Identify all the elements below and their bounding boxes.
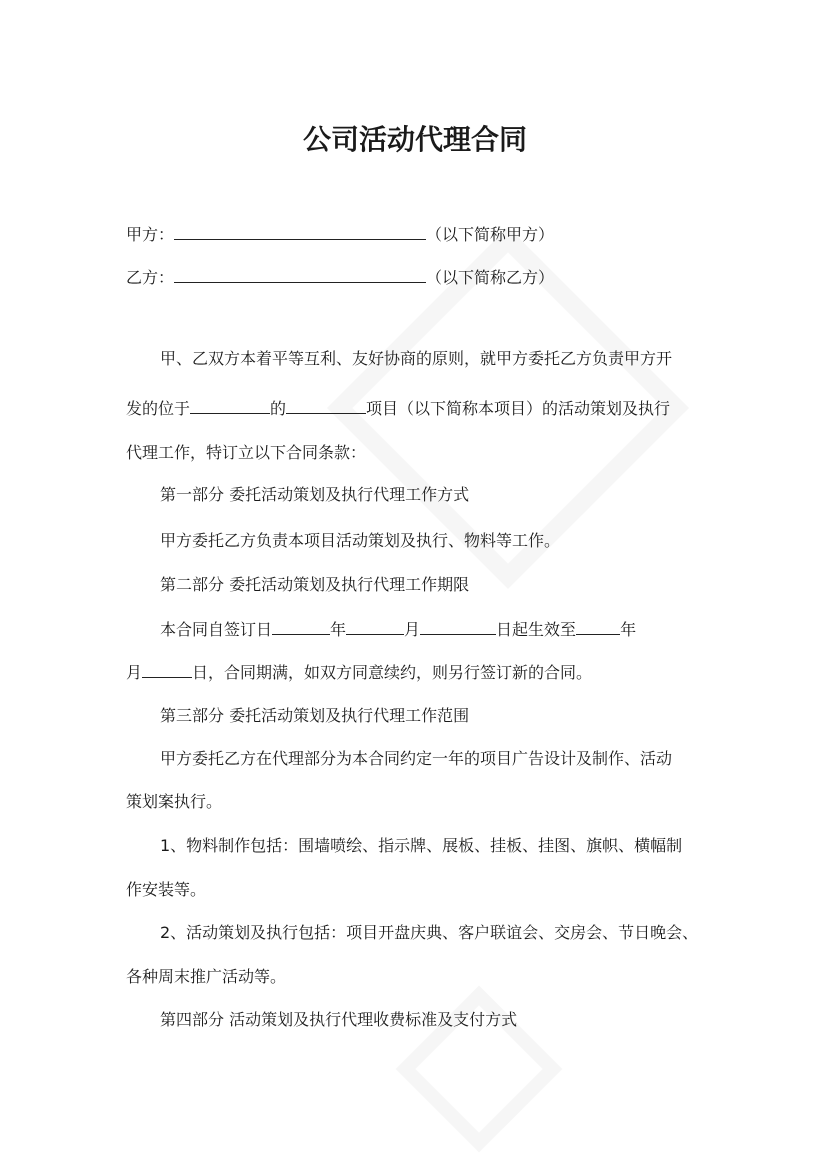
- start-month-blank[interactable]: [346, 618, 404, 635]
- text: 日起生效至: [496, 620, 577, 639]
- part1-body: 甲方委托乙方负责本项目活动策划及执行、物料等工作。: [160, 531, 561, 550]
- text: 年: [620, 620, 637, 639]
- intro-line: [126, 397, 670, 419]
- part1-heading: 第一部分 委托活动策划及执行代理工作方式: [160, 485, 470, 504]
- project-blank[interactable]: [286, 397, 366, 414]
- part3-item: 作安装等。: [126, 880, 207, 899]
- document-title: 公司活动代理合同: [302, 123, 527, 156]
- party-a-blank[interactable]: [174, 223, 426, 240]
- part3-body: 甲方委托乙方在代理部分为本合同约定一年的项目广告设计及制作、活动: [160, 749, 673, 768]
- text: 的: [270, 399, 287, 418]
- text: 年: [330, 620, 347, 639]
- party-b-suffix: （以下简称乙方）: [426, 268, 555, 287]
- text: 发的位于: [126, 399, 191, 418]
- text: 月: [404, 620, 421, 639]
- part3-item: 2、活动策划及执行包括：项目开盘庆典、客户联谊会、交房会、节日晚会、: [160, 923, 699, 942]
- text: 日，合同期满，如双方同意续约，则另行签订新的合同。: [192, 663, 593, 682]
- text: 本合同自签订日: [160, 620, 273, 639]
- part2-heading: 第二部分 委托活动策划及执行代理工作期限: [160, 575, 470, 594]
- part3-item: 各种周末推广活动等。: [126, 967, 287, 986]
- part2-line: [126, 661, 592, 683]
- location-blank[interactable]: [190, 397, 270, 414]
- start-year-blank[interactable]: [272, 618, 330, 635]
- party-b-line: [126, 266, 554, 288]
- text: 项目（以下简称本项目）的活动策划及执行: [366, 399, 671, 418]
- end-month-blank[interactable]: [142, 661, 192, 678]
- party-b-blank[interactable]: [174, 266, 426, 283]
- part3-heading: 第三部分 委托活动策划及执行代理工作范围: [160, 706, 470, 725]
- party-a-line: [126, 223, 554, 245]
- intro-line: 甲、乙双方本着平等互利、友好协商的原则，就甲方委托乙方负责甲方开: [160, 349, 673, 368]
- part3-item: 1、物料制作包括：围墙喷绘、指示牌、展板、挂板、挂图、旗帜、横幅制: [160, 836, 683, 855]
- party-a-label: 甲方：: [126, 225, 175, 244]
- part4-heading: 第四部分 活动策划及执行代理收费标准及支付方式: [160, 1010, 518, 1029]
- intro-line: 代理工作，特订立以下合同条款：: [126, 443, 367, 462]
- party-b-label: 乙方：: [126, 268, 175, 287]
- text: 月: [126, 663, 143, 682]
- part2-line: [160, 618, 636, 640]
- end-year-blank[interactable]: [576, 618, 620, 635]
- part3-body: 策划案执行。: [126, 792, 223, 811]
- start-day-blank[interactable]: [420, 618, 496, 635]
- party-a-suffix: （以下简称甲方）: [426, 225, 555, 244]
